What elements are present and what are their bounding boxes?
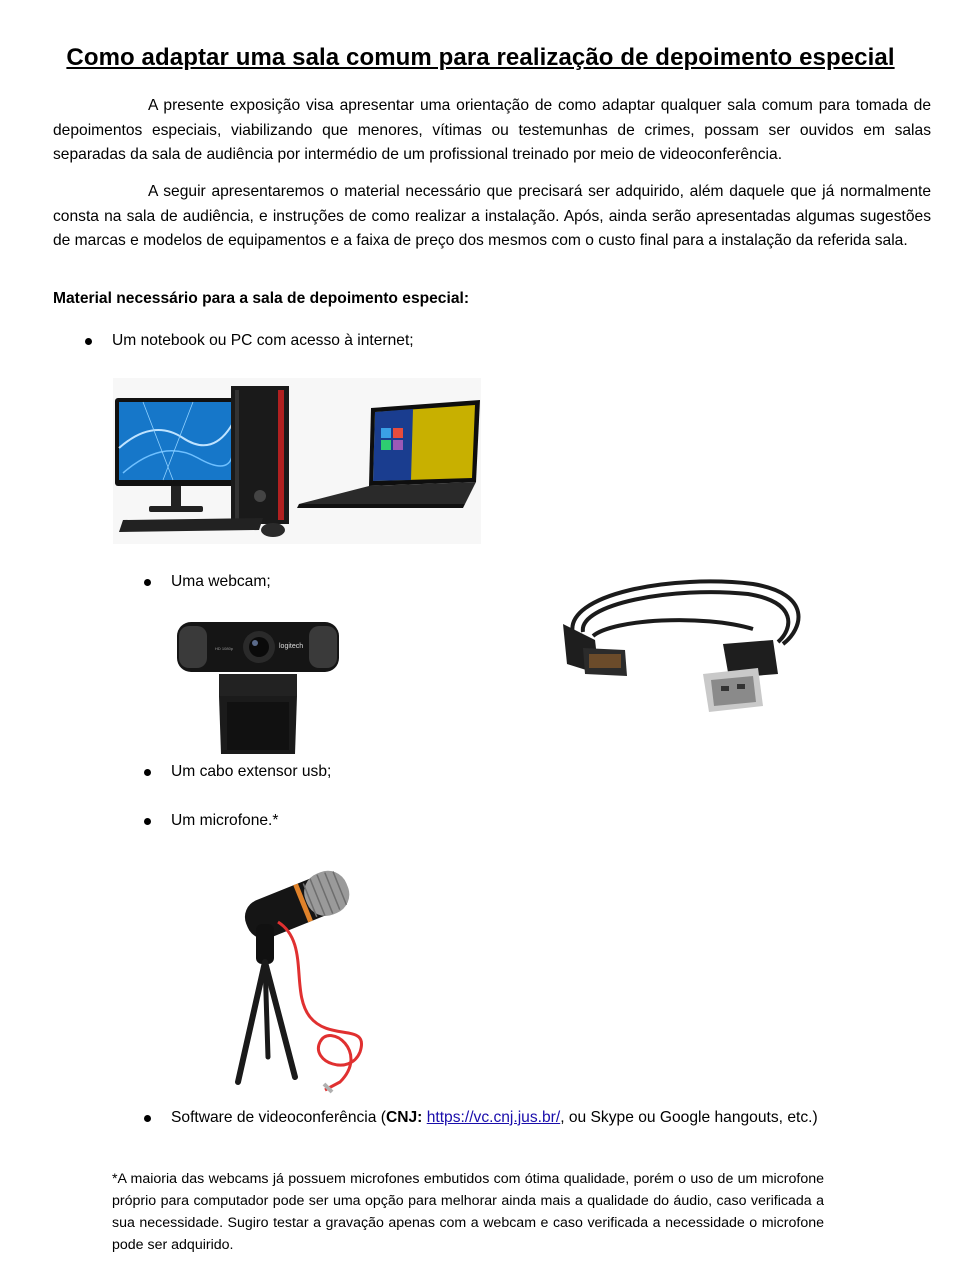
list-item-computer bbox=[112, 329, 414, 354]
list-item-software bbox=[171, 1106, 824, 1131]
list-item-webcam bbox=[171, 570, 271, 595]
list-item-usb-cable bbox=[171, 760, 331, 785]
intro-paragraph-1-text: A presente exposição visa apresentar uma orientação de como adaptar qualquer sala comum para tomada de depoimentos especiais, viabilizando que menores, vítimas ou testemunhas de crimes, possam ser ouvidos em salas separadas da sala de audiência por intermédio de um profissional treinado por meio de videoconferência. bbox=[53, 97, 931, 163]
bullet-icon bbox=[144, 818, 151, 825]
bullet-icon bbox=[144, 579, 151, 586]
list-item-text: Um cabo extensor usb; bbox=[171, 763, 332, 780]
software-item-cnj-label: CNJ: bbox=[385, 1109, 423, 1126]
bullet-icon bbox=[85, 338, 92, 345]
list-item-text: Uma webcam; bbox=[171, 573, 271, 590]
intro-paragraph-1 bbox=[53, 94, 931, 168]
intro-paragraph-2-text: A seguir apresentaremos o material necessário que precisará ser adquirido, além daquele que já normalmente consta na sala de audiência, e instruções de como realizar a instalação. Após, ainda serão apresentadas algumas sugestões de marcas e modelos de equipamentos e a faixa de preço dos mesmos com o custo final para a instalação da referida sala. bbox=[53, 183, 931, 249]
cnj-videoconference-link[interactable]: https://vc.cnj.jus.br/ bbox=[426, 1109, 561, 1126]
intro-paragraph-2 bbox=[53, 180, 931, 254]
software-item-suffix: , ou Skype ou Google hangouts, etc.) bbox=[560, 1109, 818, 1126]
usb-cable-image bbox=[553, 574, 805, 716]
list-item-text: Um microfone.* bbox=[171, 812, 279, 829]
footnote: *A maioria das webcams já possuem microfones embutidos com ótima qualidade, porém o uso de um microfone próprio para computador pode ser uma opção para melhorar ainda mais a qualidade do áudio, caso verificada a sua necessidade. Sugiro testar a gravação apenas com a webcam e caso verificada a necessidade o microfone pode ser adquirido. bbox=[112, 1171, 824, 1253]
microphone-image bbox=[220, 852, 388, 1094]
list-item-microphone bbox=[171, 809, 278, 834]
bullet-icon bbox=[144, 769, 151, 776]
list-item-text: Um notebook ou PC com acesso à internet; bbox=[112, 332, 414, 349]
section-heading: Material necessário para a sala de depoimento especial: bbox=[53, 290, 470, 307]
webcam-image bbox=[175, 618, 341, 756]
bullet-icon bbox=[144, 1115, 151, 1122]
webcam-model-label: HD 1080p bbox=[215, 646, 234, 651]
document-title: Como adaptar uma sala comum para realização de depoimento especial bbox=[66, 44, 895, 71]
webcam-brand-label: logitech bbox=[279, 643, 304, 650]
software-item-prefix: Software de videoconferência ( bbox=[171, 1109, 386, 1126]
computer-laptop-image bbox=[113, 378, 481, 544]
